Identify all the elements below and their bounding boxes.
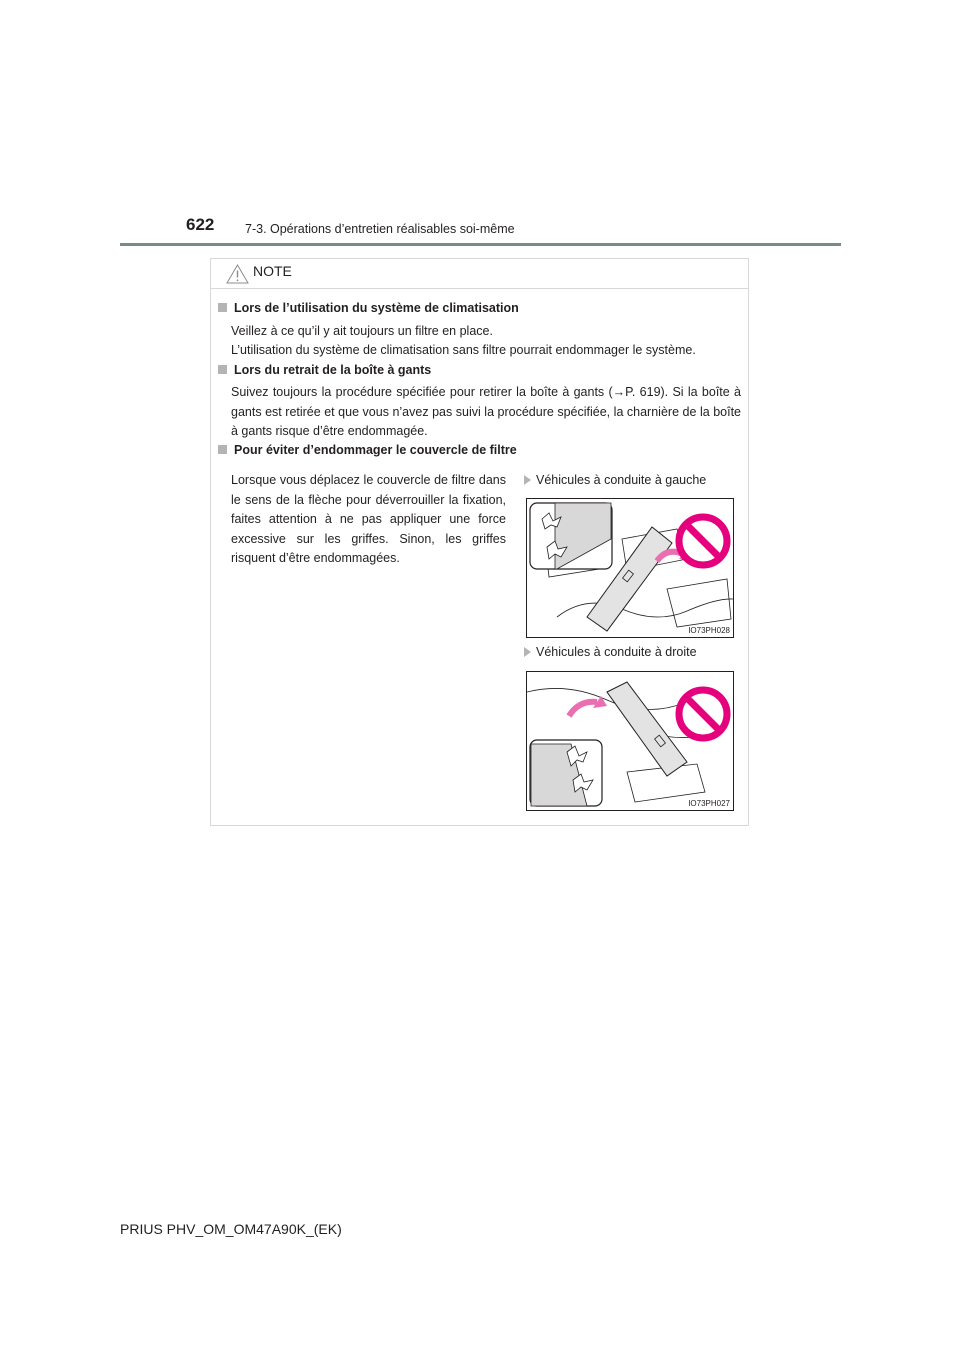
paragraph: Lorsque vous déplacez le couvercle de filtre dans le sens de la flèche pour déverrouiller la fixation, faites attention à ne pas appliquer une force excessive sur les griffes. Sinon, les griffes risquent d’être endommagées.	[231, 473, 506, 565]
section-title: 7-3. Opérations d’entretien réalisables soi-même	[245, 222, 515, 236]
figure-caption-rhd: Véhicules à conduite à droite	[524, 645, 697, 659]
figure-lhd	[526, 498, 734, 638]
figure-rhd	[526, 671, 734, 811]
figure-code: IO73PH027	[688, 799, 730, 808]
section-heading-couvercle-filtre: Pour éviter d’endommager le couvercle de filtre	[218, 443, 517, 457]
filter-cover-illustration	[527, 672, 733, 810]
square-bullet-icon	[218, 303, 227, 312]
section-heading-climatisation: Lors de l’utilisation du système de climatisation	[218, 301, 519, 315]
note-box	[210, 258, 749, 826]
triangle-bullet-icon	[524, 647, 531, 657]
paragraph-line: L’utilisation du système de climatisation sans filtre pourrait endommager le système.	[231, 343, 696, 357]
section-heading-boite-a-gants: Lors du retrait de la boîte à gants	[218, 363, 431, 377]
square-bullet-icon	[218, 365, 227, 374]
figure-code: IO73PH028	[688, 626, 730, 635]
square-bullet-icon	[218, 445, 227, 454]
triangle-bullet-icon	[524, 475, 531, 485]
paragraph: Suivez toujours la procédure spécifiée pour retirer la boîte à gants (→P. 619). Si la boîte à gants est retirée et que vous n’avez pas suivi la procédure spécifiée, la charnière de la boîte à gants risque d’être endommagée.	[231, 385, 741, 438]
paragraph-line: Veillez à ce qu’il y ait toujours un filtre en place.	[231, 324, 493, 338]
note-header	[211, 259, 748, 289]
filter-cover-illustration	[527, 499, 733, 637]
page-number: 622	[186, 215, 215, 234]
note-label: NOTE	[253, 263, 292, 279]
warning-icon	[226, 264, 249, 284]
figure-caption-lhd: Véhicules à conduite à gauche	[524, 473, 706, 487]
header-rule	[120, 243, 841, 246]
footer-text: PRIUS PHV_OM_OM47A90K_(EK)	[120, 1221, 342, 1237]
